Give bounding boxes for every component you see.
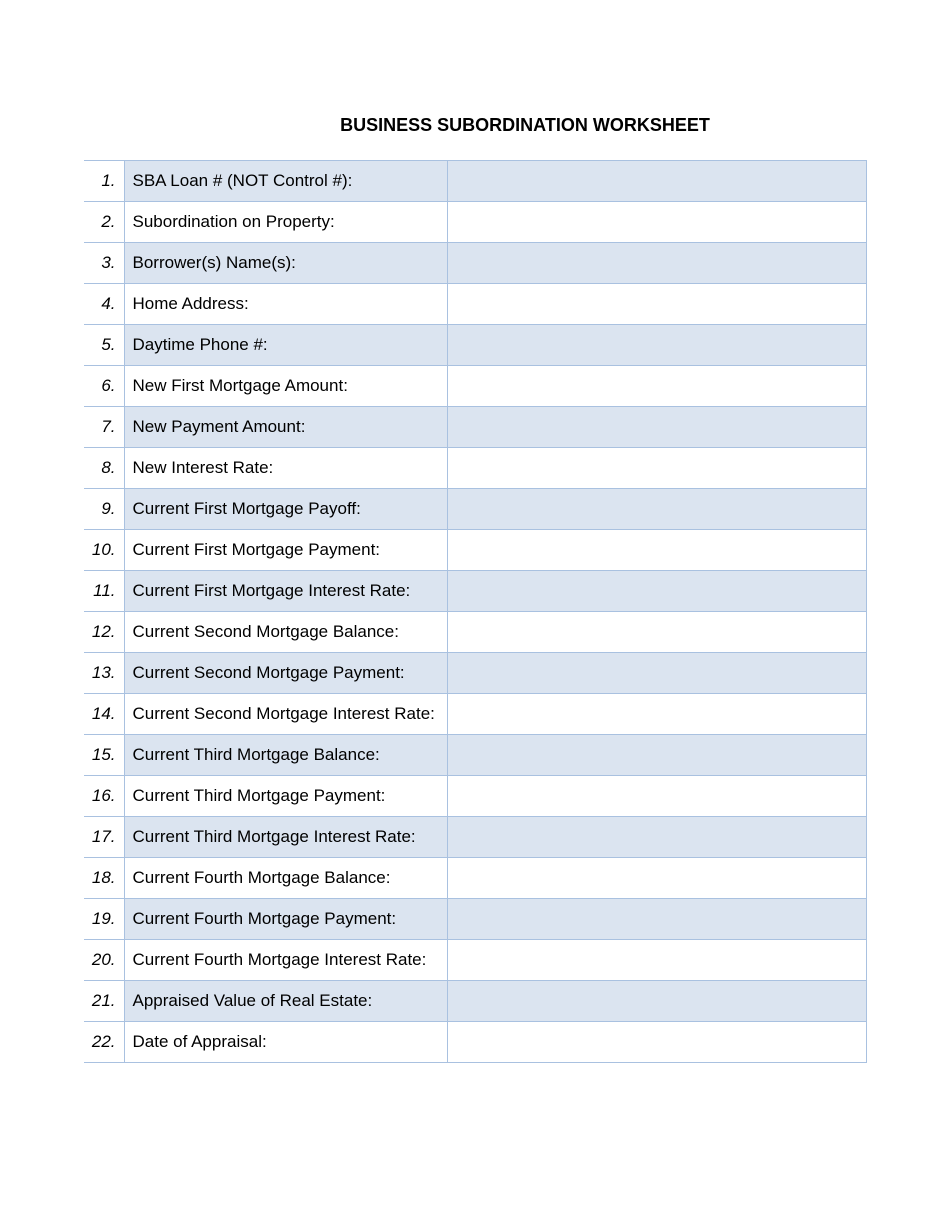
row-number: 6. <box>84 366 124 407</box>
field-value-cell[interactable] <box>447 571 867 612</box>
field-value-cell[interactable] <box>447 612 867 653</box>
table-row <box>84 653 867 694</box>
row-number: 21. <box>84 981 124 1022</box>
row-number: 12. <box>84 612 124 653</box>
row-number: 19. <box>84 899 124 940</box>
row-number: 11. <box>84 571 124 612</box>
field-label: Current First Mortgage Payoff: <box>124 489 447 530</box>
field-value-cell[interactable] <box>447 817 867 858</box>
row-number: 14. <box>84 694 124 735</box>
row-number: 22. <box>84 1022 124 1063</box>
field-value-cell[interactable] <box>447 776 867 817</box>
table-row <box>84 899 867 940</box>
table-row <box>84 202 867 243</box>
field-value-cell[interactable] <box>447 653 867 694</box>
table-row <box>84 530 867 571</box>
field-value-cell[interactable] <box>447 202 867 243</box>
row-number: 3. <box>84 243 124 284</box>
field-label: Current Fourth Mortgage Balance: <box>124 858 447 899</box>
field-label: Appraised Value of Real Estate: <box>124 981 447 1022</box>
field-label: Home Address: <box>124 284 447 325</box>
field-label: Current Second Mortgage Balance: <box>124 612 447 653</box>
row-number: 7. <box>84 407 124 448</box>
field-label: Current Second Mortgage Interest Rate: <box>124 694 447 735</box>
row-number: 15. <box>84 735 124 776</box>
field-label: SBA Loan # (NOT Control #): <box>124 161 447 202</box>
table-row <box>84 776 867 817</box>
field-label: Current First Mortgage Interest Rate: <box>124 571 447 612</box>
field-label: Current First Mortgage Payment: <box>124 530 447 571</box>
row-number: 5. <box>84 325 124 366</box>
field-value-cell[interactable] <box>447 530 867 571</box>
worksheet-body <box>84 161 867 1063</box>
row-number: 10. <box>84 530 124 571</box>
table-row <box>84 448 867 489</box>
field-label: Current Third Mortgage Balance: <box>124 735 447 776</box>
field-label: Borrower(s) Name(s): <box>124 243 447 284</box>
page-title: BUSINESS SUBORDINATION WORKSHEET <box>340 115 710 135</box>
row-number: 17. <box>84 817 124 858</box>
table-row <box>84 571 867 612</box>
row-number: 13. <box>84 653 124 694</box>
row-number: 16. <box>84 776 124 817</box>
field-label: Current Third Mortgage Payment: <box>124 776 447 817</box>
table-row <box>84 981 867 1022</box>
field-value-cell[interactable] <box>447 284 867 325</box>
field-label: New Payment Amount: <box>124 407 447 448</box>
table-row <box>84 612 867 653</box>
table-row <box>84 735 867 776</box>
row-number: 4. <box>84 284 124 325</box>
field-label: Current Second Mortgage Payment: <box>124 653 447 694</box>
table-row <box>84 325 867 366</box>
field-value-cell[interactable] <box>447 448 867 489</box>
row-number: 1. <box>84 161 124 202</box>
field-value-cell[interactable] <box>447 858 867 899</box>
table-row <box>84 489 867 530</box>
field-value-cell[interactable] <box>447 325 867 366</box>
field-label: Current Fourth Mortgage Interest Rate: <box>124 940 447 981</box>
table-row <box>84 858 867 899</box>
field-label: New Interest Rate: <box>124 448 447 489</box>
field-value-cell[interactable] <box>447 407 867 448</box>
field-value-cell[interactable] <box>447 243 867 284</box>
row-number: 18. <box>84 858 124 899</box>
field-value-cell[interactable] <box>447 694 867 735</box>
table-row <box>84 694 867 735</box>
row-number: 9. <box>84 489 124 530</box>
table-row <box>84 366 867 407</box>
field-label: Date of Appraisal: <box>124 1022 447 1063</box>
table-row <box>84 407 867 448</box>
field-label: Current Fourth Mortgage Payment: <box>124 899 447 940</box>
table-row <box>84 817 867 858</box>
row-number: 8. <box>84 448 124 489</box>
field-value-cell[interactable] <box>447 489 867 530</box>
field-label: Daytime Phone #: <box>124 325 447 366</box>
table-row <box>84 243 867 284</box>
table-row <box>84 1022 867 1063</box>
field-value-cell[interactable] <box>447 161 867 202</box>
field-label: Current Third Mortgage Interest Rate: <box>124 817 447 858</box>
table-row <box>84 284 867 325</box>
field-label: Subordination on Property: <box>124 202 447 243</box>
row-number: 2. <box>84 202 124 243</box>
field-value-cell[interactable] <box>447 366 867 407</box>
worksheet-table <box>84 160 867 1063</box>
row-number: 20. <box>84 940 124 981</box>
field-value-cell[interactable] <box>447 1022 867 1063</box>
field-label: New First Mortgage Amount: <box>124 366 447 407</box>
table-row <box>84 161 867 202</box>
field-value-cell[interactable] <box>447 940 867 981</box>
field-value-cell[interactable] <box>447 735 867 776</box>
table-row <box>84 940 867 981</box>
field-value-cell[interactable] <box>447 981 867 1022</box>
field-value-cell[interactable] <box>447 899 867 940</box>
